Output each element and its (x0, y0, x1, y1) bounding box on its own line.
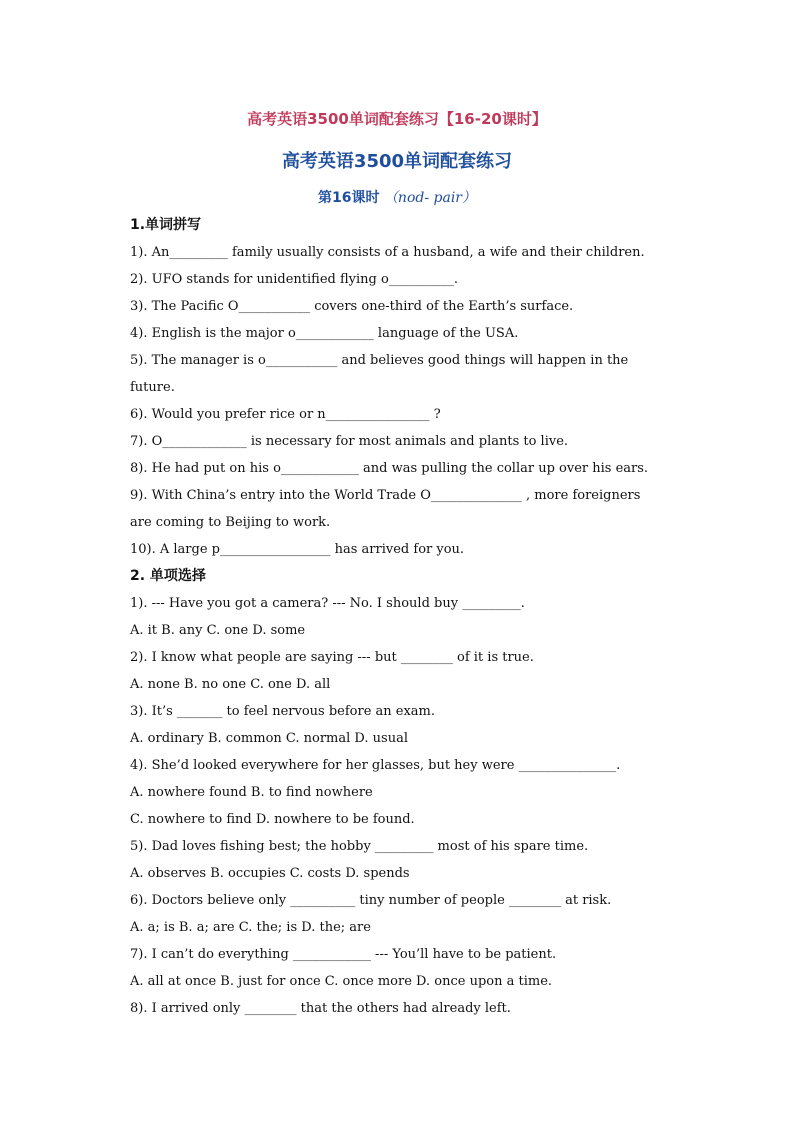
exercise-content (130, 212, 650, 1022)
choice-question: 4). She’d looked everywhere for her glasses, but hey were _______________. (130, 758, 621, 773)
spelling-question: 10). A large p_________________ has arrived for you. (130, 542, 465, 557)
choice-options: A. it B. any C. one D. some (130, 623, 306, 638)
choice-question: 2). I know what people are saying --- but ________ of it is true. (130, 650, 534, 665)
lesson-subtitle (0, 187, 794, 207)
section-heading-spelling: 1.单词拼写 (130, 217, 202, 233)
spelling-question: 6). Would you prefer rice or n________________ ? (130, 407, 441, 422)
lesson-word-range: （nod- pair） (383, 190, 476, 206)
spelling-question: 1). An_________ family usually consists of a husband, a wife and their children. (130, 245, 645, 260)
spelling-question: 9). With China’s entry into the World Trade O______________ , more foreigners (130, 488, 641, 503)
choice-options: A. all at once B. just for once C. once more D. once upon a time. (130, 974, 553, 989)
choice-question: 1). --- Have you got a camera? --- No. I should buy _________. (130, 596, 525, 611)
document-top-title: 高考英语3500单词配套练习【16-20课时】 (247, 110, 547, 128)
spelling-question: 4). English is the major o____________ language of the USA. (130, 326, 519, 341)
spelling-question: 7). O_____________ is necessary for most animals and plants to live. (130, 434, 569, 449)
spelling-question: 8). He had put on his o____________ and was pulling the collar up over his ears. (130, 461, 649, 476)
spelling-question: 2). UFO stands for unidentified flying o__________. (130, 272, 458, 287)
worksheet-title: 高考英语3500单词配套练习 (281, 151, 513, 172)
choice-question: 6). Doctors believe only __________ tiny number of people ________ at risk. (130, 893, 612, 908)
choice-options: A. a; is B. a; are C. the; is D. the; are (130, 920, 371, 935)
choice-options: A. none B. no one C. one D. all (130, 677, 331, 692)
spelling-question: 5). The manager is o___________ and believes good things will happen in the (130, 353, 629, 368)
spelling-question-continued: are coming to Beijing to work. (130, 515, 331, 530)
lesson-label: 第16课时 (317, 190, 380, 206)
choice-question: 8). I arrived only ________ that the others had already left. (130, 1001, 511, 1016)
choice-question: 3). It’s _______ to feel nervous before an exam. (130, 704, 436, 719)
section-heading-multiple-choice: 2. 单项选择 (130, 568, 206, 584)
choice-options: A. ordinary B. common C. normal D. usual (130, 731, 408, 746)
choice-options: A. observes B. occupies C. costs D. spends (130, 866, 410, 881)
choice-question: 7). I can’t do everything ____________ --- You’ll have to be patient. (130, 947, 557, 962)
choice-options: A. nowhere found B. to find nowhere (130, 785, 373, 800)
spelling-question: 3). The Pacific O___________ covers one-third of the Earth’s surface. (130, 299, 574, 314)
spelling-question-continued: future. (130, 380, 175, 395)
choice-question: 5). Dad loves fishing best; the hobby _________ most of his spare time. (130, 839, 589, 854)
choice-options: C. nowhere to find D. nowhere to be found. (130, 812, 415, 827)
